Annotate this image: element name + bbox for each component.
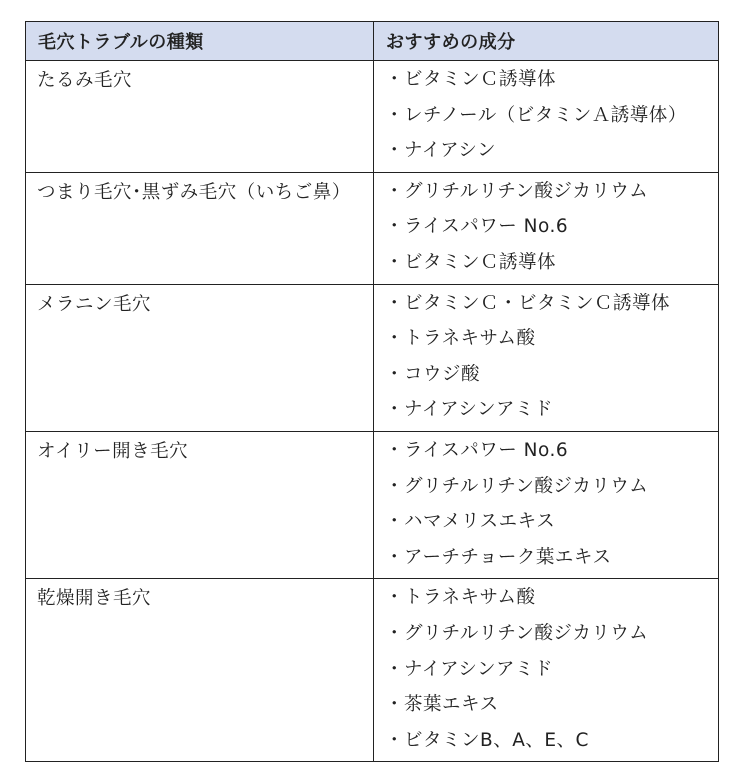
ingredient-item: ・ビタミンＣ誘導体 <box>385 69 557 90</box>
ingredient-list <box>374 286 718 428</box>
column-header-ingredients: おすすめの成分 <box>374 22 719 61</box>
table-row <box>26 431 719 578</box>
ingredient-list <box>374 580 718 758</box>
pore-type-cell: オイリー開き毛穴 <box>26 431 374 578</box>
ingredient-list <box>374 62 718 169</box>
pore-type-cell: メラニン毛穴 <box>26 284 374 431</box>
ingredient-list <box>374 174 718 281</box>
ingredient-list <box>374 433 718 575</box>
pore-type-cell: つまり毛穴･黒ずみ毛穴（いちご鼻） <box>26 172 374 284</box>
ingredient-item: ・トラネキサム酸 <box>385 328 536 350</box>
ingredient-item: ・ハマメリスエキス <box>385 511 556 533</box>
ingredient-item: ・ナイアシンアミド <box>385 399 553 421</box>
ingredient-item: ・ライスパワー No.6 <box>385 439 569 461</box>
table-row <box>26 579 719 762</box>
ingredient-item: ・ナイアシン <box>385 140 496 162</box>
ingredient-item: ・ビタミンＣ誘導体 <box>385 251 557 273</box>
column-header-pore-type: 毛穴トラブルの種類 <box>26 22 374 61</box>
ingredients-cell <box>374 172 719 284</box>
ingredient-item: ・ビタミンＣ・ビタミンＣ誘導体 <box>385 292 671 314</box>
ingredient-item: ・ナイアシンアミド <box>385 658 553 680</box>
ingredient-item: ・トラネキサム酸 <box>385 587 536 609</box>
table-body <box>26 61 719 762</box>
ingredients-cell <box>374 284 719 431</box>
pore-type-cell: たるみ毛穴 <box>26 61 374 173</box>
pore-ingredient-table <box>25 21 719 762</box>
table-row <box>26 284 719 431</box>
ingredient-item: ・レチノール（ビタミンＡ誘導体） <box>385 104 687 126</box>
table-header-row <box>26 22 719 61</box>
ingredients-cell <box>374 579 719 762</box>
ingredient-item: ・ライスパワー No.6 <box>385 216 569 238</box>
ingredients-cell <box>374 431 719 578</box>
ingredient-item: ・グリチルリチン酸ジカリウム <box>385 475 649 497</box>
ingredient-item: ・グリチルリチン酸ジカリウム <box>385 622 649 644</box>
ingredient-item: ・茶葉エキス <box>385 694 499 716</box>
ingredient-item: ・アーチチョーク葉エキス <box>385 546 612 568</box>
ingredient-item: ・ビタミンB、A、E、C <box>385 729 589 751</box>
ingredient-item: ・グリチルリチン酸ジカリウム <box>385 180 649 202</box>
pore-type-cell: 乾燥開き毛穴 <box>26 579 374 762</box>
table-row <box>26 172 719 284</box>
ingredient-item: ・コウジ酸 <box>385 363 481 385</box>
table-row <box>26 61 719 173</box>
ingredients-cell <box>374 61 719 173</box>
